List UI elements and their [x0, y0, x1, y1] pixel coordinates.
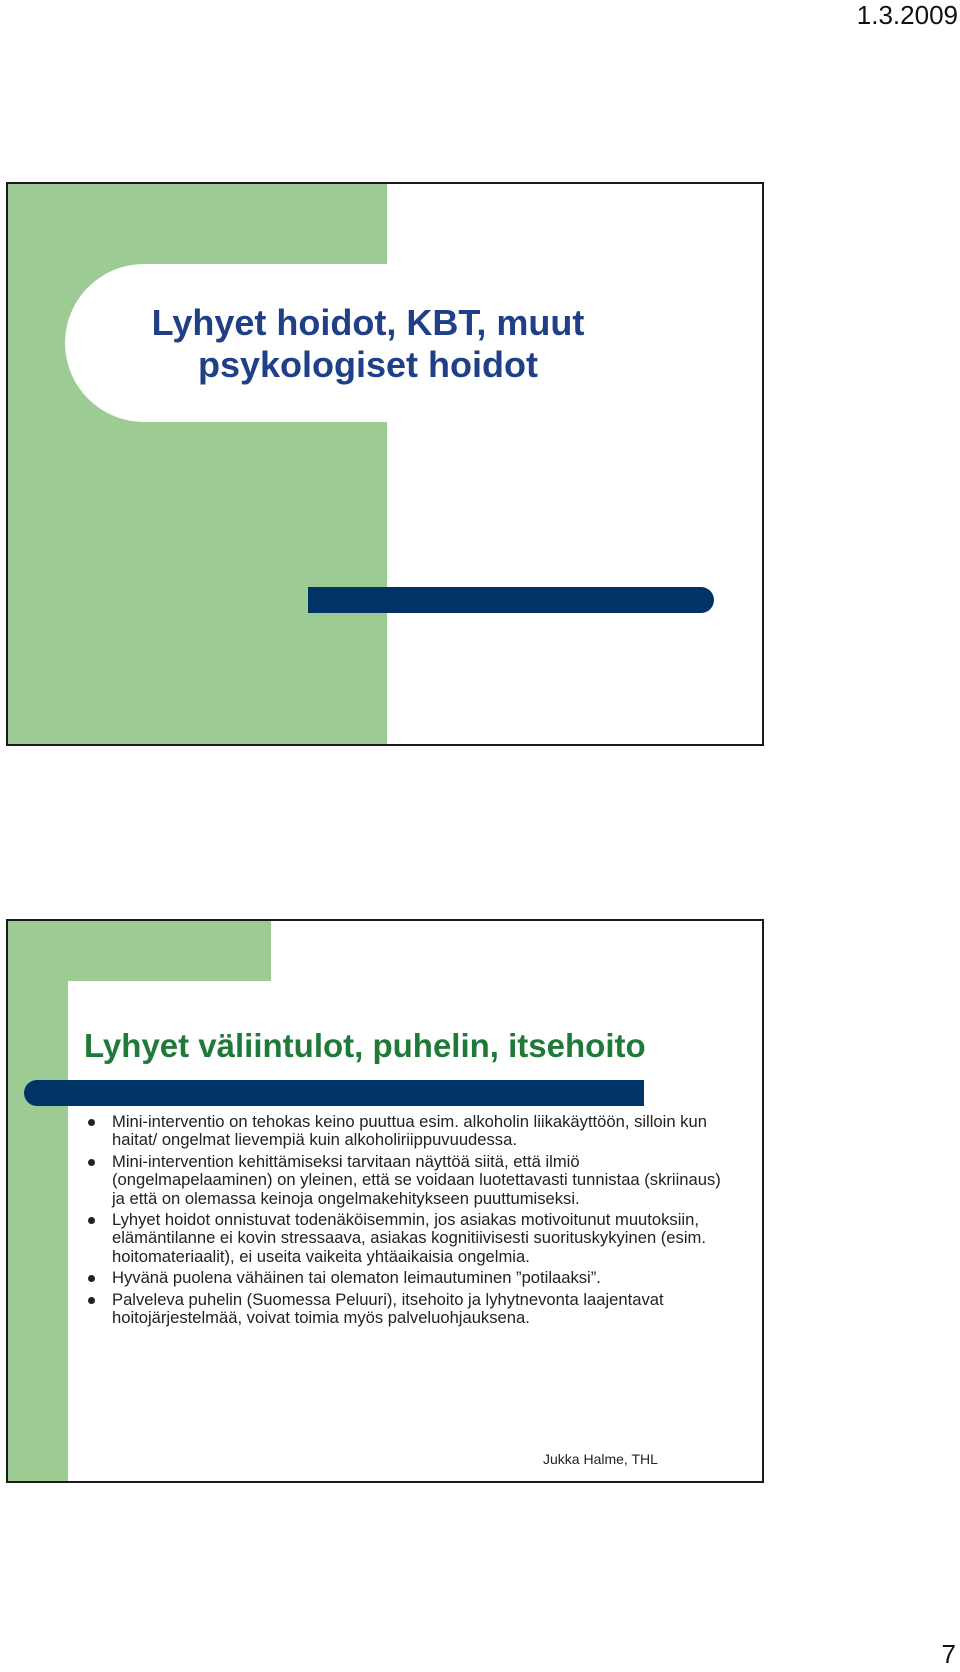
list-item	[84, 1113, 724, 1150]
slide-1-title	[128, 302, 608, 386]
list-item-text: Mini-intervention kehittämiseksi tarvitaan näyttöä siitä, että ilmiö (ongelmapelaaminen) on yleinen, että se voidaan luotettavasti tunnistaa (skriinaus) ja että on olemassa keinoja ongelmakehitykseen puuttumiseksi.	[112, 1151, 721, 1208]
slide-footer: Jukka Halme, THL	[543, 1451, 658, 1467]
bullet-icon	[88, 1119, 95, 1126]
slide-1-title-line-1: Lyhyet hoidot, KBT, muut	[151, 302, 585, 343]
slide-1-title-line-2: psykologiset hoidot	[197, 344, 538, 385]
slide-2	[6, 919, 764, 1483]
accent-bar	[308, 587, 714, 613]
list-item-text: Hyvänä puolena vähäinen tai olematon leimautuminen ”potilaaksi”.	[112, 1268, 601, 1288]
bullet-icon	[88, 1217, 95, 1224]
list-item-text: Lyhyet hoidot onnistuvat todenäköisemmin, jos asiakas motivoitunut muutoksiin, elämäntilanne ei kovin stressaava, asiakas kognitiivisesti suorituskykyinen (esim. hoitomateriaalit), ei useita vaikeita yhtäaikaisia ongelmia.	[112, 1210, 706, 1266]
list-item	[84, 1211, 724, 1266]
list-item-text: Mini-interventio on tehokas keino puuttua esim. alkoholin liikakäyttöön, silloin kun haitat/ ongelmat lievempiä kuin alkoholiriippuvuudessa.	[112, 1112, 707, 1150]
page-date: 1.3.2009	[856, 0, 958, 30]
slide-2-title: Lyhyet väliintulot, puhelin, itsehoito	[84, 1027, 646, 1064]
page-number: 7	[941, 1639, 956, 1669]
accent-bar	[24, 1080, 644, 1106]
green-side-strip	[8, 921, 68, 1481]
bullet-icon	[88, 1159, 95, 1166]
bullet-list	[84, 1113, 724, 1330]
bullet-icon	[88, 1275, 95, 1282]
list-item-text: Palveleva puhelin (Suomessa Peluuri), itsehoito ja lyhytnevonta laajentavat hoitojärjestelmää, voivat toimia myös palveluohjauksena.	[112, 1289, 664, 1328]
list-item	[84, 1291, 724, 1328]
list-item	[84, 1269, 724, 1287]
slide-1	[6, 182, 764, 746]
bullet-icon	[88, 1297, 95, 1304]
list-item	[84, 1153, 724, 1208]
